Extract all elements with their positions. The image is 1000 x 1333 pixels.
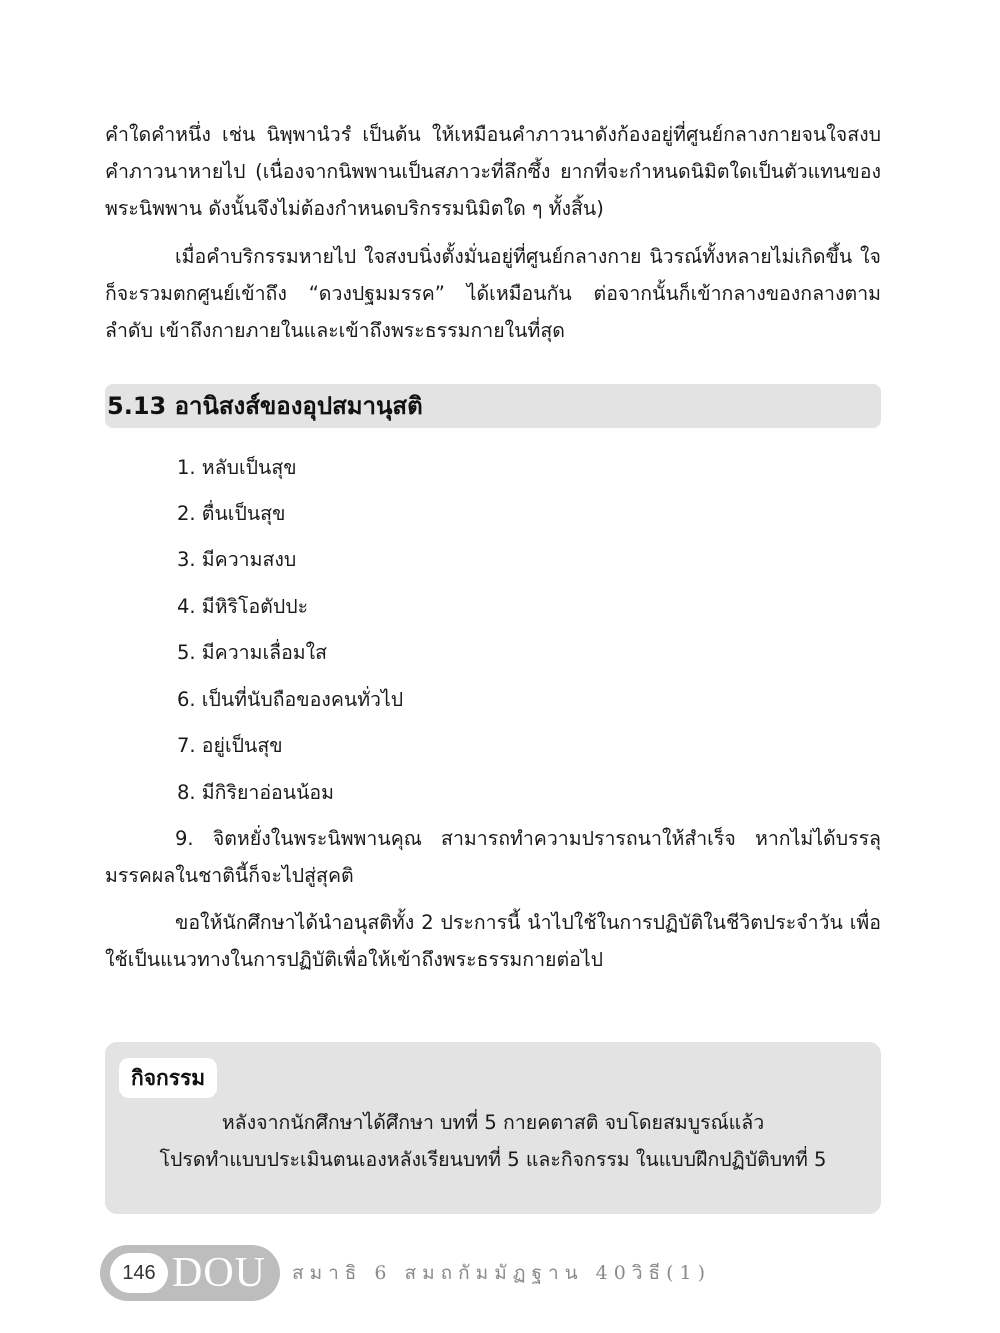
activity-label: กิจกรรม (119, 1058, 217, 1098)
page-footer (100, 1245, 800, 1301)
footer-badge (100, 1245, 280, 1301)
list-item: 5. มีความเลื่อมใส (177, 641, 328, 664)
dou-logo: DOU (172, 1250, 266, 1296)
section-title: 5.13 อานิสงส์ของอุปสมานุสติ (107, 392, 423, 420)
book-title: สมาธิ 6 สมถกัมมัฏฐาน 40วิธี(1) (292, 1262, 712, 1284)
list-item-long: 9. จิตหยั่งในพระนิพพานคุณ สามารถทำความปรารถนาให้สำเร็จ หากไม่ได้บรรลุมรรคผลในชาตินี้ก็จะไปสู่สุคติ (105, 827, 881, 887)
paragraph-result: เมื่อคำบริกรรมหายไป ใจสงบนิ่งตั้งมั่นอยู่ที่ศูนย์กลางกาย นิวรณ์ทั้งหลายไม่เกิดขึ้น ใจก็จะรวมตกศูนย์เข้าถึง “ดวงปฐมมรรค” ได้เหมือนกัน ต่อจากนั้นก็เข้ากลางของกลางตามลำดับ เข้าถึงกายภายในและเข้าถึงพระธรรมกายในที่สุด (105, 245, 881, 342)
list-item: 7. อยู่เป็นสุข (177, 734, 283, 757)
activity-line-2: โปรดทำแบบประเมินตนเองหลังเรียนบทที่ 5 และกิจกรรม ในแบบฝึกปฏิบัติบทที่ 5 (159, 1148, 827, 1171)
paragraph-intro: คำใดคำหนึ่ง เช่น นิพฺพานํวรํ เป็นต้น ให้เหมือนคำภาวนาดังก้องอยู่ที่ศูนย์กลางกายจนใจสงบ คำภาวนาหายไป (เนื่องจากนิพพานเป็นสภาวะที่ลึกซึ้ง ยากที่จะกำหนดนิมิตใดเป็นตัวแทนของพระนิพพาน ดังนั้นจึงไม่ต้องกำหนดบริกรรมนิมิตใด ๆ ทั้งสิ้น) (105, 123, 881, 220)
list-item: 3. มีความสงบ (177, 548, 297, 571)
section-heading-bar (105, 384, 881, 428)
list-item: 4. มีหิริโอตัปปะ (177, 595, 309, 618)
list-item: 1. หลับเป็นสุข (177, 456, 297, 479)
list-item: 2. ตื่นเป็นสุข (177, 502, 286, 525)
page-number: 146 (110, 1253, 168, 1293)
closing-paragraph: ขอให้นักศึกษาได้นำอนุสติทั้ง 2 ประการนี้ นำไปใช้ในการปฏิบัติในชีวิตประจำวัน เพื่อใช้เป็นแนวทางในการปฏิบัติเพื่อให้เข้าถึงพระธรรมกายต่อไป (105, 911, 881, 971)
activity-box (105, 1042, 881, 1214)
list-item: 6. เป็นที่นับถือของคนทั่วไป (177, 688, 404, 711)
list-item: 8. มีกิริยาอ่อนน้อม (177, 781, 334, 804)
activity-line-1: หลังจากนักศึกษาได้ศึกษา บทที่ 5 กายคตาสติ จบโดยสมบูรณ์แล้ว (221, 1111, 765, 1134)
